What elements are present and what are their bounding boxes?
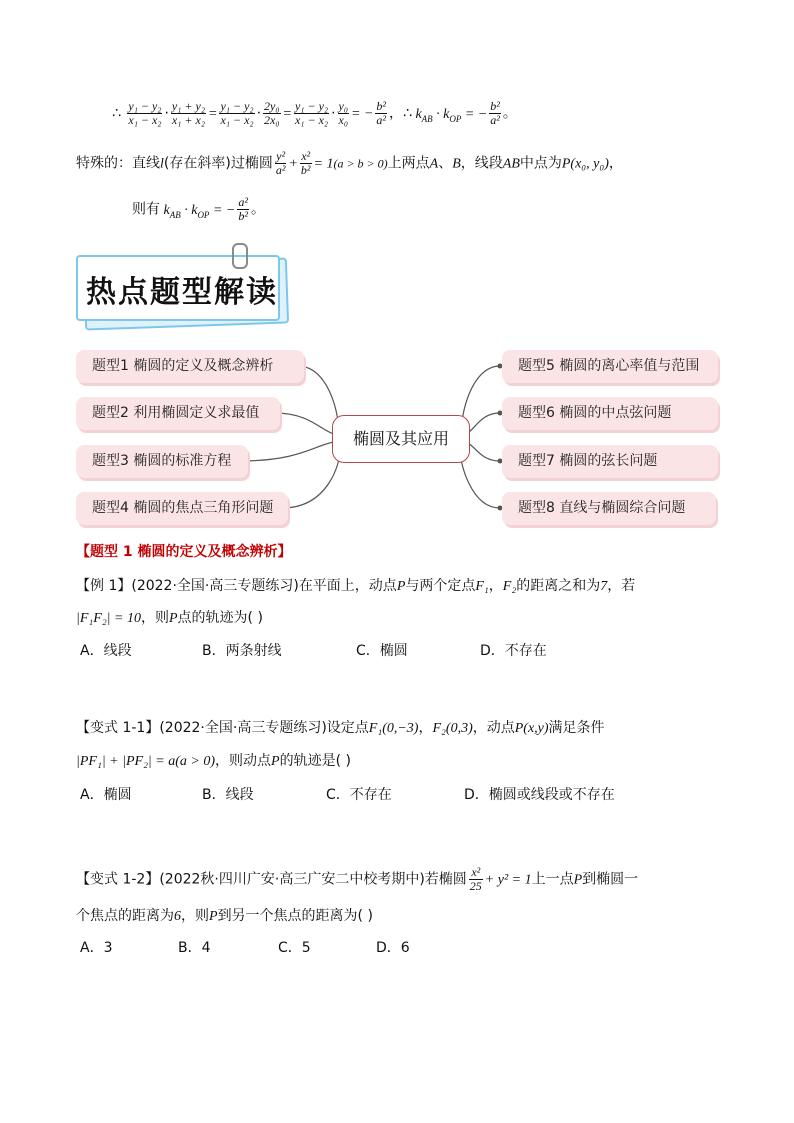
- fraction-a2b2: $\frac{\text{a²}}{\text{b²}}$: [238, 195, 248, 223]
- fraction-x2-25: $\frac{\text{x²}}{25}$: [469, 865, 482, 893]
- variant-1-1-text5: 的轨迹是( ): [279, 753, 351, 769]
- variant-1-2-option-b: B．4: [178, 940, 211, 956]
- fraction-2y0: $\frac{\text{2y₀}}{\text{2x₀}}$: [264, 99, 280, 127]
- midpoint-p: P(x₀, y₀): [561, 156, 609, 172]
- variant-1-2-option-d: D．6: [376, 940, 410, 956]
- special-end: ，: [608, 155, 623, 172]
- variant-1-2-option-a: A．3: [80, 940, 113, 956]
- line-l: l: [160, 156, 164, 172]
- variant-1-2-source: (2022秋·四川广安·高三广安二中校考期中): [159, 871, 425, 888]
- special-case-line: 特殊的：直线l(存在斜率)过椭圆 $\frac{\text{y²}}{\text{a²}}$ + $\frac{\text{x²}}{\text{b²}}$ = 1(a > b > 0)上两点A、B，线段AB中点为P(x₀, y₀)，: [76, 149, 623, 177]
- example-1-line-2: [76, 607, 263, 627]
- fraction-b2a2-2: $\frac{\text{b²}}{\text{a²}}$: [490, 99, 500, 127]
- point-p-5: P: [209, 909, 218, 924]
- focal-dist-value: 6: [174, 909, 181, 924]
- variant-1-2-option-c: C．5: [278, 940, 311, 956]
- example-1-option-b: B．两条射线: [202, 643, 282, 659]
- mindmap-topic-2: 题型2 利用椭圆定义求最值: [76, 397, 280, 430]
- variant-1-2-line-1: [76, 866, 638, 893]
- fraction-y2a2: $\frac{\text{y²}}{\text{a²}}$: [275, 149, 286, 177]
- variant-1-1-option-b: B．线段: [202, 787, 254, 803]
- fraction-b2a2: $\frac{\text{b²}}{\text{a²}}$: [376, 99, 387, 127]
- example-1-text1: 在平面上，动点: [298, 578, 397, 594]
- fraction-diff-2: $\frac{\text{y₁ − y₂}}{\text{x₁ − x₂}}$: [220, 99, 254, 127]
- special-mid1: (存在斜率)过椭圆: [163, 155, 273, 172]
- section-title: 【题型 1 椭圆的定义及概念辨析】: [76, 544, 292, 560]
- special-mid2: 上两点: [387, 155, 430, 172]
- focus-f1-coords: F₁(0,−3): [368, 721, 419, 736]
- derivation-line: ∴ $\frac{\text{y₁ − y₂}}{\text{x₁ − x₂}}$ · $\frac{\text{y₁ + y₂}}{\text{x₁ + x₂}}$ = $\frac{\text{y₁ − y₂}}{\text{x₁ − x₂}}$ · $\frac{\text{2y₀}}{\text{2x₀}}$ = $\frac{\text{y₁ − y₂}}{\text{x₁ − x₂}}$ · $\frac{\text{y₀}}{\text{x₀}}$ = − $\frac{\text{b²}}{\text{a²}}$ ，∴ $k_{AB} \cdot k_{OP}$ = − $\frac{\text{b²}}{\text{a²}}$ 。: [112, 99, 517, 127]
- example-1-option-a: A．线段: [80, 643, 132, 659]
- variant-1-2-tag: 【变式 1-2】: [76, 871, 160, 888]
- fraction-diff-3: $\frac{\text{y₁ − y₂}}{\text{x₁ − x₂}}$: [294, 99, 329, 127]
- variant-1-2-line2a: 个焦点的距离为: [76, 908, 174, 924]
- variant-1-1-text4: ，则动点: [215, 753, 272, 769]
- mindmap-topic-1: 题型1 椭圆的定义及概念辨析: [76, 350, 304, 383]
- mindmap-topic-3: 题型3 椭圆的标准方程: [76, 445, 248, 478]
- slope-product-2: $k_{AB} \cdot k_{OP}$ = −: [160, 202, 236, 220]
- example-1-text5: ，则: [140, 610, 169, 626]
- therefore-symbol: ∴: [112, 105, 121, 122]
- example-1-line-1: [76, 575, 635, 595]
- fraction-sum: $\frac{\text{y₁ + y₂}}{\text{x₁ + x₂}}$: [171, 99, 206, 127]
- special-sep: 、: [438, 155, 453, 172]
- then-end: 。: [250, 201, 265, 218]
- therefore-tail: ，∴: [389, 105, 412, 122]
- focus-f2-coords: F₂(0,3): [432, 721, 473, 736]
- ellipse-eq-tail: + y² = 1: [484, 872, 532, 888]
- special-cond: (a > b > 0): [333, 156, 388, 171]
- point-p-3: P: [271, 754, 280, 769]
- example-1-text3: 的距离之和为: [516, 578, 601, 594]
- variant-1-2-text2: 上一点: [531, 871, 574, 888]
- variant-1-1-option-c: C．不存在: [326, 787, 392, 803]
- focal-distance: |F₁F₂| = 10: [76, 611, 141, 626]
- variant-1-2-line-2: [76, 905, 373, 925]
- variant-1-1-comma: ，: [418, 720, 433, 736]
- mindmap-topic-5: 题型5 椭圆的离心率值与范围: [502, 350, 718, 383]
- variant-1-1-source: (2022·全国·高三专题练习): [159, 720, 327, 736]
- variant-1-2-text3: 到椭圆一: [582, 871, 639, 888]
- segment-ab: AB: [502, 156, 520, 172]
- mindmap-topic-6: 题型6 椭圆的中点弦问题: [502, 397, 718, 430]
- mindmap-topic-7: 题型7 椭圆的弦长问题: [502, 445, 718, 478]
- special-mid3: ，线段: [460, 155, 503, 172]
- example-1-option-d: D．不存在: [480, 643, 547, 659]
- variant-1-1-text1: 设定点: [326, 720, 369, 736]
- point-p-2: P: [168, 611, 178, 626]
- point-p: P: [396, 579, 406, 594]
- point-a: A: [429, 156, 439, 172]
- point-b: B: [452, 156, 461, 172]
- variant-1-1-text2: ，动点: [472, 720, 515, 736]
- variant-1-1-option-a: A．椭圆: [80, 787, 132, 803]
- variant-1-1-text3: 满足条件: [548, 720, 605, 736]
- focus-f2: F₂: [502, 579, 517, 594]
- example-1-comma: ，: [488, 578, 503, 594]
- variant-1-1-tag: 【变式 1-1】: [76, 720, 160, 736]
- example-1-source: (2022·全国·高三专题练习): [131, 578, 299, 594]
- mindmap-center: 椭圆及其应用: [332, 415, 470, 463]
- mindmap-topic-8: 题型8 直线与椭圆综合问题: [502, 492, 716, 525]
- distance-sum: 7: [600, 579, 608, 594]
- point-p-4: P: [573, 872, 583, 888]
- fraction-y0: $\frac{\text{y₀}}{\text{x₀}}$: [338, 99, 349, 127]
- distance-condition: |PF₁| + |PF₂| = a(a > 0): [76, 754, 216, 769]
- example-1-text2: 与两个定点: [405, 578, 476, 594]
- mindmap-topic-4: 题型4 椭圆的焦点三角形问题: [76, 492, 288, 525]
- variant-1-1-option-d: D．椭圆或线段或不存在: [464, 787, 615, 803]
- variant-1-2-text1: 若椭圆: [424, 871, 467, 888]
- example-1-text6: 点的轨迹为( ): [177, 610, 263, 626]
- variant-1-2-line2c: 到另一个焦点的距离为( ): [217, 908, 373, 924]
- example-1-tag: 【例 1】: [76, 578, 132, 594]
- then-prefix: 则有: [132, 201, 160, 218]
- variant-1-2-line2b: ，则: [181, 908, 209, 924]
- fraction-x2b2: $\frac{\text{x²}}{\text{b²}}$: [300, 149, 311, 177]
- variant-1-1-line-2: [76, 750, 351, 770]
- variant-1-1-line-1: [76, 717, 605, 737]
- special-mid4: 中点为: [519, 155, 562, 172]
- point-p-coords: P(x,y): [514, 721, 549, 736]
- example-1-option-c: C．椭圆: [356, 643, 408, 659]
- banner-title: 热点题型解读: [86, 275, 278, 310]
- special-prefix: 特殊的：直线: [76, 155, 160, 172]
- example-1-text4: ，若: [607, 578, 636, 594]
- fraction-diff: $\frac{\text{y₁ − y₂}}{\text{x₁ − x₂}}$: [128, 99, 162, 127]
- slope-product: $k_{AB} \cdot k_{OP}$ = −: [411, 106, 488, 124]
- focus-f1: F₁: [475, 579, 489, 594]
